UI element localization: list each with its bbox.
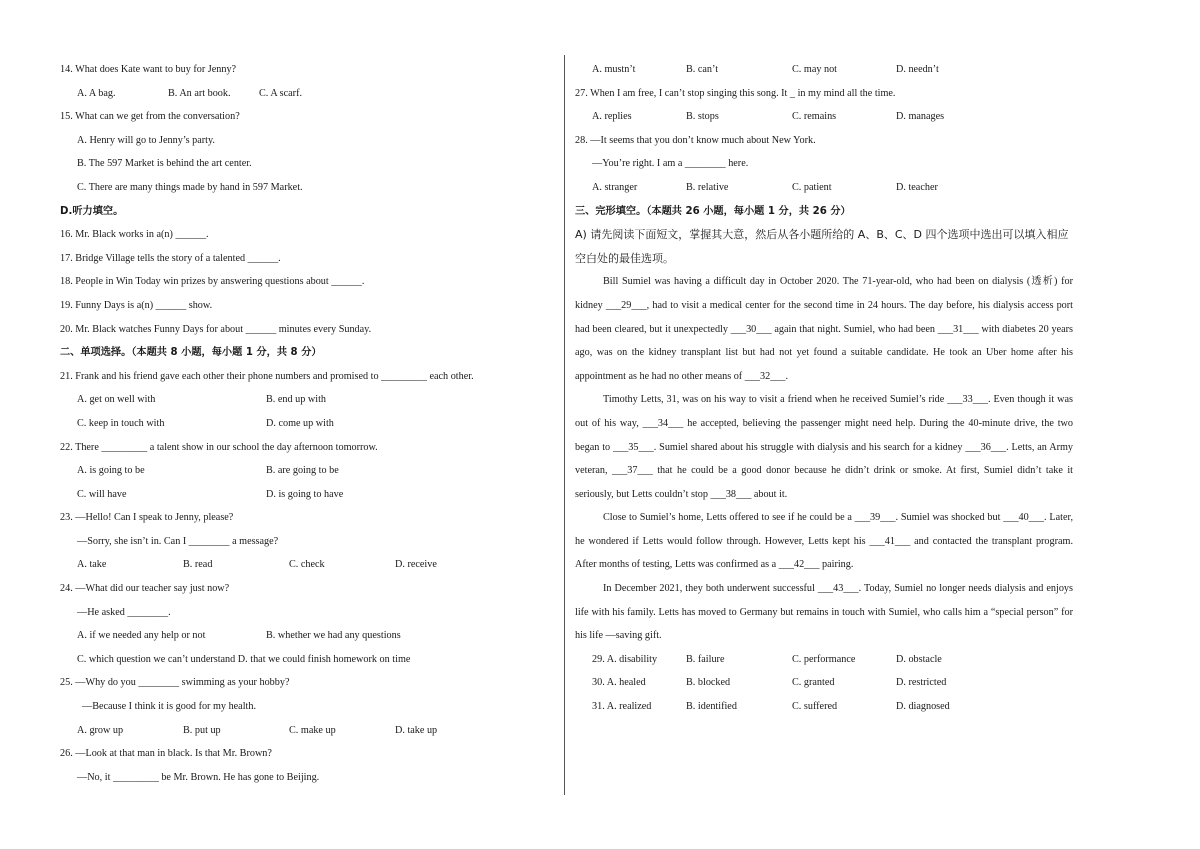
cloze-passage xyxy=(575,270,1073,648)
option-row xyxy=(60,719,555,743)
answer-option: C. make up xyxy=(289,724,336,736)
question-line: 18. People in Win Today win prizes by answering questions about ______. xyxy=(60,276,365,288)
question-line: 16. Mr. Black works in a(n) ______. xyxy=(60,229,209,241)
answer-option: B. blocked xyxy=(686,677,731,689)
answer-option: 31. A. realized xyxy=(592,701,652,713)
answer-option: B. whether we had any questions xyxy=(266,630,401,642)
answer-option: D. diagnosed xyxy=(896,701,950,713)
answer-option: A. get on well with xyxy=(77,394,156,406)
answer-option: D. come up with xyxy=(266,417,334,429)
option-row xyxy=(575,176,1073,200)
question-line: 22. There _________ a talent show in our school the day afternoon tomorrow. xyxy=(60,441,378,453)
answer-option: B. failure xyxy=(686,653,725,665)
option-row xyxy=(575,695,1073,719)
option-line: —No, it _________ be Mr. Brown. He has gone to Beijing. xyxy=(77,771,320,783)
answer-option: B. put up xyxy=(183,724,221,736)
answer-option: A. is going to be xyxy=(77,465,145,477)
passage-paragraph: Bill Sumiel was having a difficult day in October 2020. The 71-year-old, who had been on dialysis (透析) for kidney ___29___, had to visit a medical center for the second time in 24 hours. The day before, his dialysis access port had been cleared, but it unexpectedly ___30___ again that night. Sumiel, who had been ___31___ with diabetes 20 years ago, was on the kidney transplant list but had not yet found a suitable candidate. He took an Uber home after his appointment as he had no other means of ___32___. xyxy=(575,276,1073,382)
answer-option: A. stranger xyxy=(592,181,638,193)
section-heading: D.听力填空。 xyxy=(60,205,124,217)
option-row xyxy=(575,58,1073,82)
cloze-instruction: A) 请先阅读下面短文，掌握其大意，然后从各小题所给的 A、B、C、D 四个选项中选出可以填入相应空白处的最佳选项。 xyxy=(575,228,1069,265)
answer-option: C. performance xyxy=(792,653,856,665)
option-row xyxy=(60,412,555,436)
answer-option: C. granted xyxy=(792,677,835,689)
answer-option: C. remains xyxy=(792,111,837,123)
option-line: —You’re right. I am a ________ here. xyxy=(592,158,749,170)
question-line: 17. Bridge Village tells the story of a talented ______. xyxy=(60,252,281,264)
answer-option: 30. A. healed xyxy=(592,677,646,689)
answer-option: D. needn’t xyxy=(896,64,939,75)
column-divider xyxy=(564,55,565,795)
answer-option: D. manages xyxy=(896,111,945,123)
question-line: 26. —Look at that man in black. Is that Mr. Brown? xyxy=(60,748,272,760)
answer-option: B. can’t xyxy=(686,64,719,75)
answer-option: A. mustn’t xyxy=(592,64,636,75)
answer-option: C. suffered xyxy=(792,701,838,713)
answer-option: A. grow up xyxy=(77,724,124,736)
option-row xyxy=(575,105,1073,129)
question-line: 25. —Why do you ________ swimming as your hobby? xyxy=(60,677,290,689)
passage-paragraph: Timothy Letts, 31, was on his way to visit a friend when he received Sumiel’s ride ___33___. Even though it was out of his way, ___34___ he accepted, believing the passenger might need help. During the 40-minute drive, the two began to ___35___. Sumiel shared about his struggle with dialysis and his search for a kidney ___36___. Letts, an Army veteran, ___37___ that he could be a good donor because he didn’t drink or smoke. At first, Sumiel didn’t take it seriously, but Letts couldn’t stop ___38___ about it. xyxy=(575,394,1073,500)
section-heading: 三、完形填空。（本题共 26 小题，每小题 1 分，共 26 分） xyxy=(575,205,851,217)
answer-option: C. check xyxy=(289,559,325,571)
answer-option: C. patient xyxy=(792,181,832,193)
answer-option: B. identified xyxy=(686,701,737,713)
answer-option: A. replies xyxy=(592,111,632,123)
question-line: 24. —What did our teacher say just now? xyxy=(60,583,230,595)
answer-option: C. will have xyxy=(77,488,127,500)
answer-option: B. end up with xyxy=(266,394,326,406)
option-line: —He asked ________. xyxy=(77,606,171,618)
right-bottom-block xyxy=(575,648,1073,719)
answer-option: C. A scarf. xyxy=(259,87,303,99)
right-top-block xyxy=(575,58,1073,223)
question-line: 15. What can we get from the conversation? xyxy=(60,111,240,123)
answer-option: A. take xyxy=(77,559,107,571)
question-line: 28. —It seems that you don’t know much about New York. xyxy=(575,134,816,146)
question-line: 20. Mr. Black watches Funny Days for about ______ minutes every Sunday. xyxy=(60,323,372,335)
option-row xyxy=(60,624,555,648)
option-row xyxy=(575,671,1073,695)
question-line: 21. Frank and his friend gave each other their phone numbers and promised to _________ each other. xyxy=(60,370,474,382)
answer-option: A. A bag. xyxy=(77,87,116,99)
answer-option: D. receive xyxy=(395,559,437,571)
answer-option: B. read xyxy=(183,559,213,571)
option-row xyxy=(60,553,555,577)
answer-option: B. stops xyxy=(686,111,719,123)
question-line: 27. When I am free, I can’t stop singing this song. It _ in my mind all the time. xyxy=(575,87,896,99)
answer-option: D. obstacle xyxy=(896,653,942,665)
option-line: —Because I think it is good for my health. xyxy=(82,701,257,713)
question-line: 23. —Hello! Can I speak to Jenny, please? xyxy=(60,512,234,524)
answer-option: C. keep in touch with xyxy=(77,417,165,429)
section-heading: 二、单项选择。（本题共 8 小题，每小题 1 分，共 8 分） xyxy=(60,347,322,359)
answer-option: D. take up xyxy=(395,724,438,736)
answer-option: B. An art book. xyxy=(168,87,231,99)
answer-option: D. restricted xyxy=(896,677,947,689)
option-row xyxy=(60,459,555,483)
left-column xyxy=(60,58,555,789)
option-line: —Sorry, she isn’t in. Can I ________ a message? xyxy=(77,535,279,547)
right-column xyxy=(575,58,1073,719)
question-line: 14. What does Kate want to buy for Jenny? xyxy=(60,64,237,75)
answer-option: D. is going to have xyxy=(266,488,344,500)
option-row xyxy=(60,82,555,106)
answer-option: D. teacher xyxy=(896,181,938,193)
answer-option: C. may not xyxy=(792,64,837,75)
option-line: A. Henry will go to Jenny’s party. xyxy=(77,134,215,146)
option-line: C. There are many things made by hand in 597 Market. xyxy=(77,181,303,193)
answer-option: B. are going to be xyxy=(266,465,339,477)
question-line: 19. Funny Days is a(n) ______ show. xyxy=(60,299,213,311)
option-line: B. The 597 Market is behind the art center. xyxy=(77,158,252,170)
option-row xyxy=(60,483,555,507)
answer-option: 29. A. disability xyxy=(592,653,658,665)
answer-option: A. if we needed any help or not xyxy=(77,630,206,642)
option-line: C. which question we can’t understand D. that we could finish homework on time xyxy=(77,653,411,665)
answer-option: B. relative xyxy=(686,181,729,193)
option-row xyxy=(575,648,1073,672)
option-row xyxy=(60,388,555,412)
passage-paragraph: In December 2021, they both underwent successful ___43___. Today, Sumiel no longer needs dialysis and enjoys life with his family. Letts has moved to Germany but remains in touch with Sumiel, who calls him a “special person” for his life —saving gift. xyxy=(575,583,1073,642)
passage-paragraph: Close to Sumiel’s home, Letts offered to see if he could be a ___39___. Sumiel was shocked but ___40___. Later, he wondered if Letts would follow through. However, Letts kept his ___41___ and contacted the transplant program. After months of testing, Letts was confirmed as a ___42___ pairing. xyxy=(575,512,1073,571)
